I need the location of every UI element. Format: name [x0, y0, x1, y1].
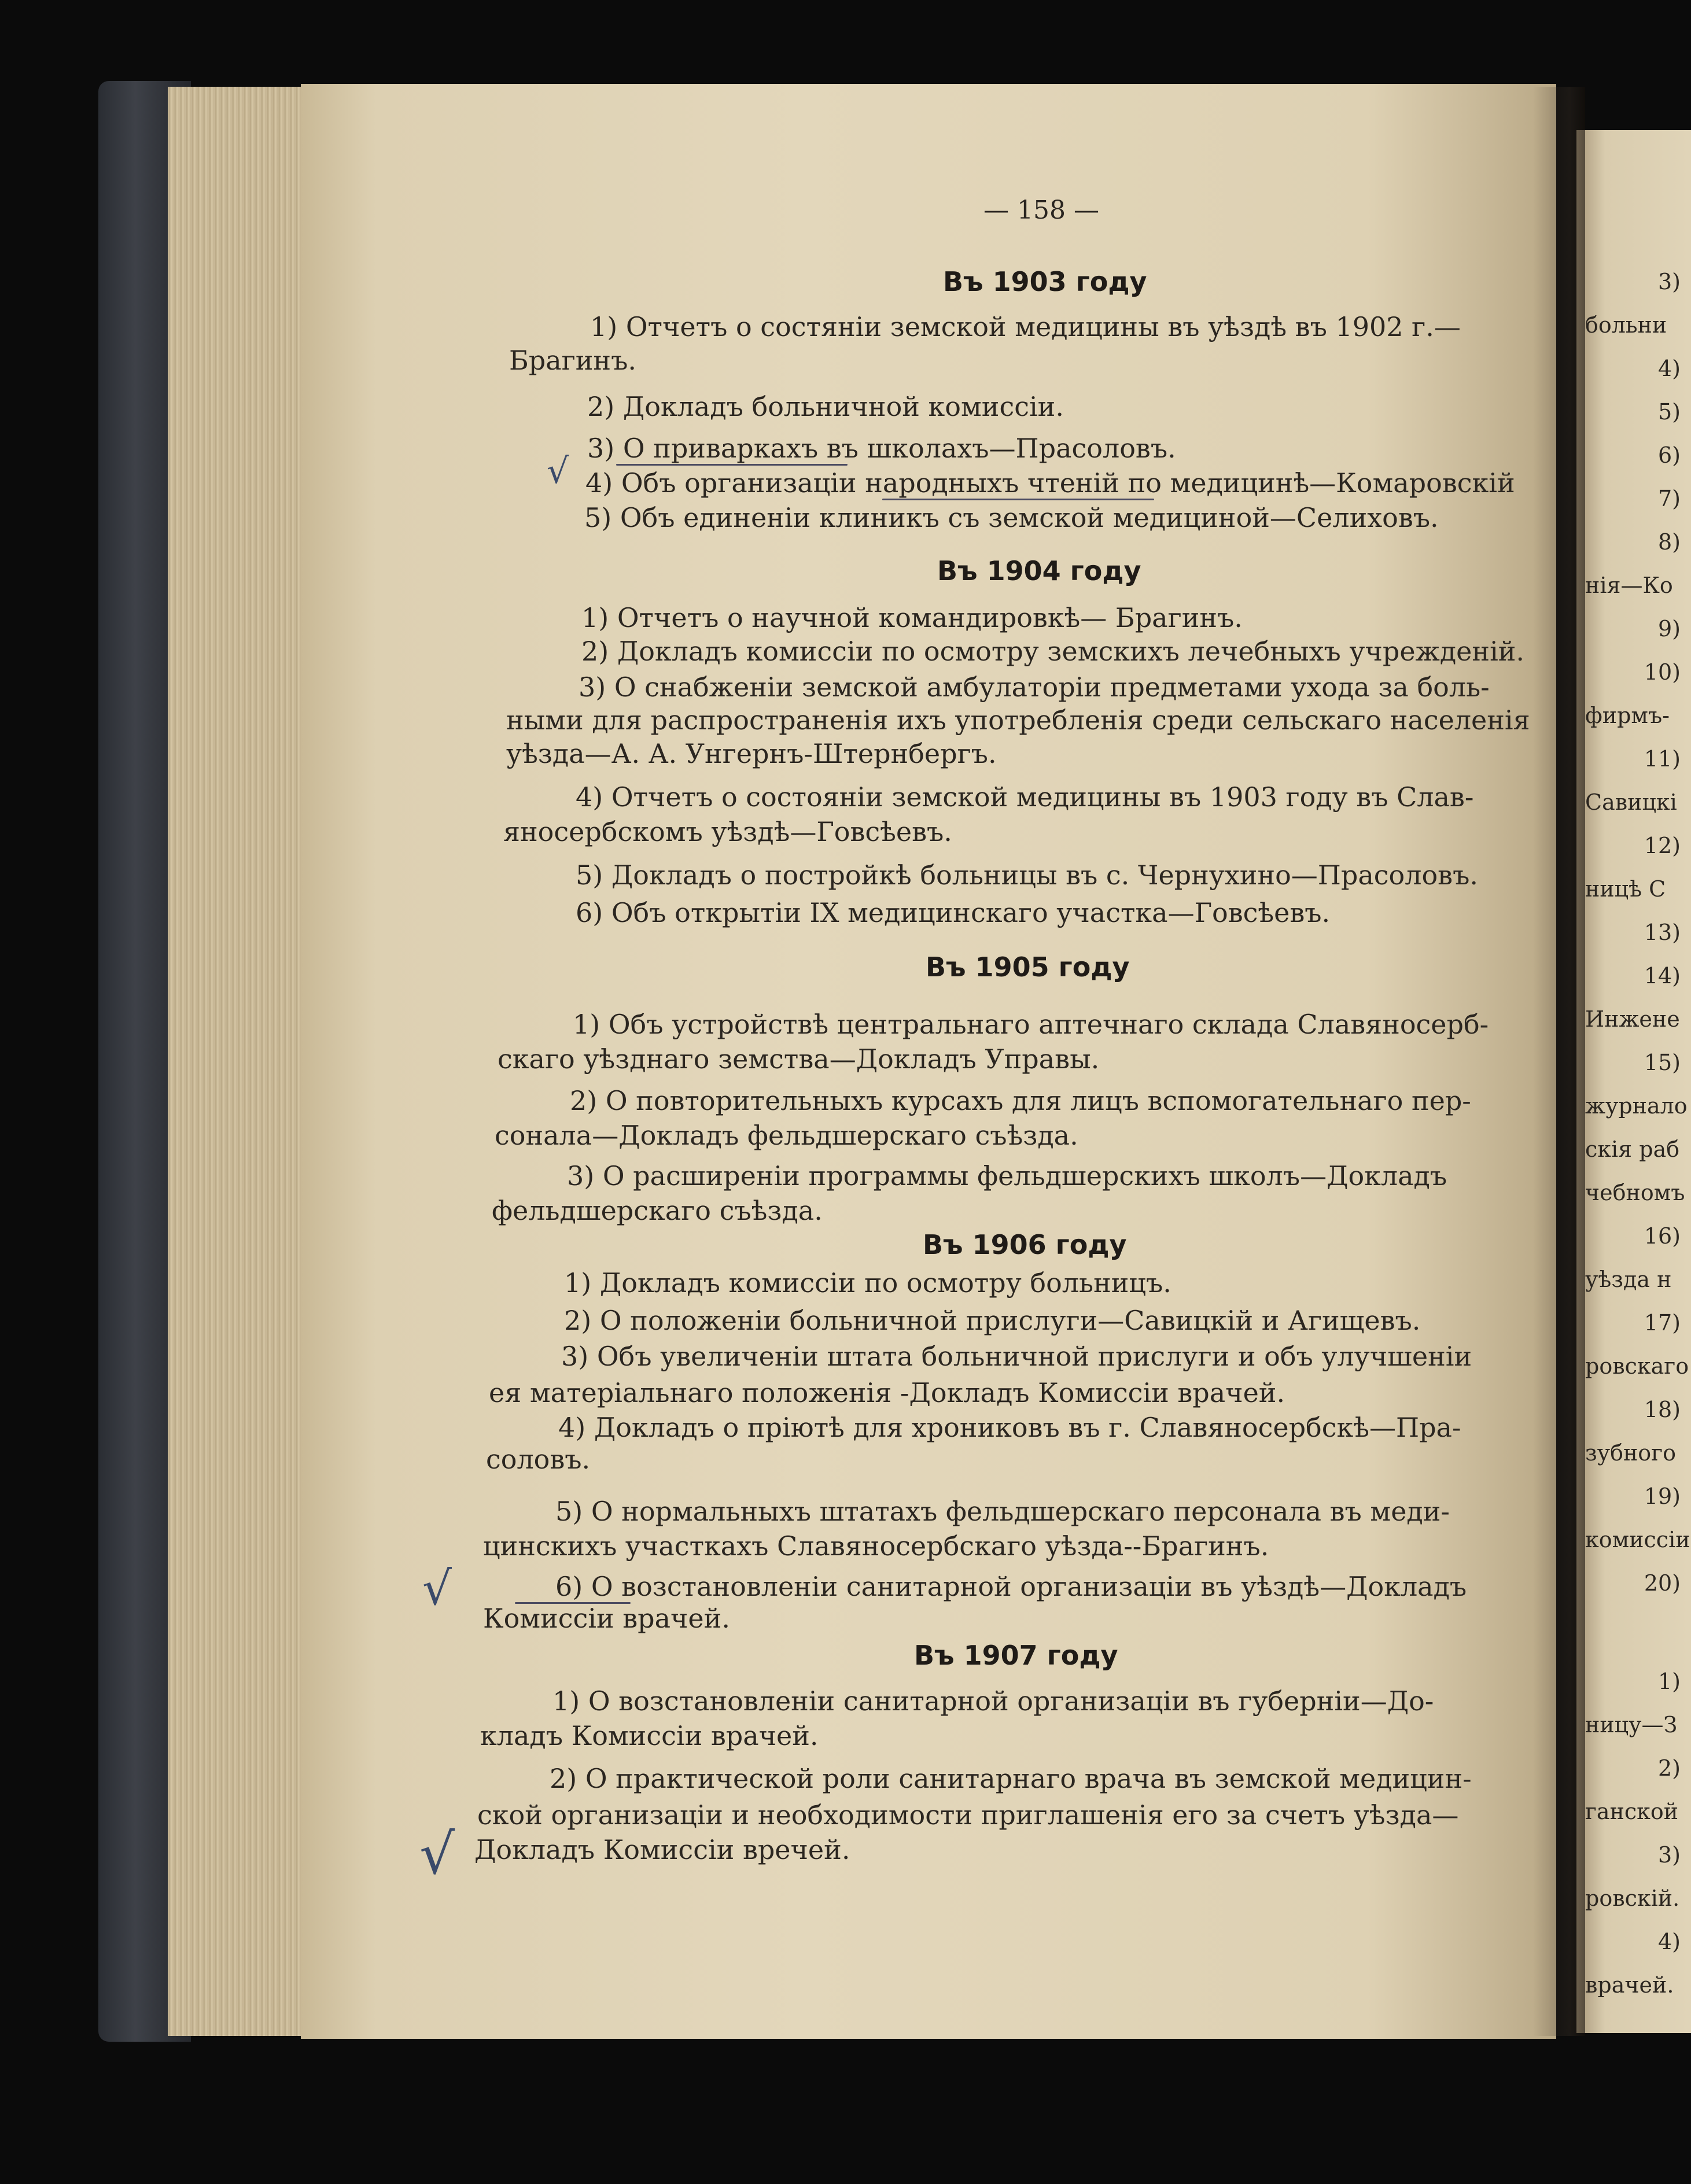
section-heading-1903: Въ 1903 году [943, 266, 1147, 297]
handwritten-underline [616, 464, 848, 466]
text-line: 2) О положеніи больничной прислуги—Савицкій и Агищевъ. [564, 1305, 1421, 1336]
text-line: 2) Докладъ комиссіи по осмотру земскихъ лечебныхъ учрежденій. [581, 636, 1525, 667]
right-line: 13) [1644, 920, 1681, 945]
text-line: 2) О повторительныхъ курсахъ для лицъ вспомогательнаго пер- [570, 1085, 1471, 1116]
text-line: 1) О возстановленіи санитарной организаціи въ губерніи—До- [552, 1685, 1434, 1717]
right-line: 17) [1644, 1310, 1681, 1336]
right-line: 5) [1657, 399, 1681, 425]
text-line: 6) О возстановленіи санитарной организаціи въ уѣздѣ—Докладъ [555, 1571, 1467, 1602]
right-line: ницѣ С [1585, 876, 1666, 902]
text-line: скаго уѣзднаго земства—Докладъ Управы. [498, 1043, 1100, 1075]
right-line: нія—Ко [1585, 573, 1673, 598]
section-heading-1904: Въ 1904 году [937, 555, 1141, 586]
right-line: 3) [1657, 269, 1681, 294]
page-number: — 158 — [983, 195, 1099, 225]
text-line: 1) Отчетъ о научной командировкѣ— Брагинъ. [581, 602, 1243, 633]
text-line: ской организаціи и необходимости приглашенія его за счетъ уѣзда— [477, 1799, 1459, 1831]
right-line: 8) [1657, 529, 1681, 555]
right-line: 9) [1657, 616, 1681, 641]
text-line: 2) Докладъ больничной комиссіи. [587, 391, 1064, 422]
right-line: ницу—З [1585, 1712, 1678, 1737]
text-line: соловъ. [486, 1444, 591, 1475]
text-line: кладъ Комиссіи врачей. [480, 1720, 819, 1751]
text-line: 1) Объ устройствѣ центральнаго аптечнаго склада Славяносерб- [573, 1009, 1489, 1040]
book-gutter-shadow [1533, 87, 1585, 2036]
right-line: 15) [1644, 1050, 1681, 1075]
right-line: фирмъ- [1585, 703, 1670, 728]
right-line: Савицкі [1585, 790, 1677, 815]
text-line: сонала—Докладъ фельдшерскаго съѣзда. [495, 1120, 1078, 1151]
text-line: 6) Объ открытіи IX медицинскаго участка—Говсѣевъ. [576, 897, 1331, 928]
text-line: Брагинъ. [509, 345, 636, 376]
right-page [1576, 130, 1691, 2033]
text-line: уѣзда—А. А. Унгернъ-Штернбергъ. [506, 738, 997, 769]
page-stack-edge [168, 87, 318, 2036]
right-line: 4) [1657, 1929, 1681, 1954]
text-line: 4) Отчетъ о состояніи земской медицины въ 1903 году въ Слав- [576, 781, 1474, 813]
text-line: фельдшерскаго съѣзда. [492, 1195, 823, 1226]
right-line: врачей. [1585, 1972, 1674, 1998]
text-line: 4) Объ организаціи народныхъ чтеній по медицинѣ—Комаровскій [585, 467, 1515, 499]
right-line: 10) [1644, 659, 1681, 685]
right-line: зубного [1585, 1440, 1676, 1466]
handwritten-check-mark: √ [422, 1562, 452, 1615]
right-line: скія раб [1585, 1137, 1680, 1162]
text-line: 3) О приваркахъ въ школахъ—Прасоловъ. [587, 433, 1176, 464]
right-line: 16) [1644, 1223, 1681, 1249]
right-line: Инжене [1585, 1006, 1680, 1032]
right-line: 1) [1657, 1669, 1681, 1694]
right-line: ровскаго [1585, 1353, 1689, 1379]
right-line: 11) [1644, 746, 1681, 772]
text-line: Докладъ Комиссіи вречей. [474, 1834, 850, 1865]
text-line: 1) Отчетъ о состяніи земской медицины въ уѣздѣ въ 1902 г.— [590, 311, 1461, 342]
right-line: 2) [1657, 1755, 1681, 1781]
text-line: яносербскомъ уѣздѣ—Говсѣевъ. [503, 816, 952, 847]
section-heading-1906: Въ 1906 году [923, 1229, 1127, 1260]
right-line: 7) [1657, 486, 1681, 511]
right-line: 19) [1644, 1484, 1681, 1509]
right-line: 14) [1644, 963, 1681, 988]
section-heading-1907: Въ 1907 году [914, 1640, 1118, 1671]
handwritten-check-mark: √ [547, 451, 569, 492]
text-line: 3) О снабженіи земской амбулаторіи предметами ухода за боль- [579, 672, 1490, 703]
right-line: 12) [1644, 833, 1681, 858]
text-line: 5) Докладъ о постройкѣ больницы въ с. Чернухино—Прасоловъ. [576, 859, 1478, 891]
text-line: 2) О практической роли санитарнаго врача въ земской медицин- [550, 1763, 1472, 1794]
right-line: 20) [1644, 1570, 1681, 1596]
text-line: 5) О нормальныхъ штатахъ фельдшерскаго персонала въ меди- [555, 1496, 1450, 1527]
handwritten-underline [515, 1602, 631, 1604]
right-line: уѣзда н [1585, 1267, 1672, 1292]
text-line: ными для распространенія ихъ употребленія среди сельскаго населенія [506, 704, 1530, 736]
text-line: 4) Докладъ о пріютѣ для хрониковъ въ г. Славяносербскѣ—Пра- [558, 1412, 1461, 1443]
right-line: 4) [1657, 356, 1681, 381]
right-line: журнало [1585, 1093, 1688, 1119]
section-heading-1905: Въ 1905 году [926, 951, 1130, 983]
text-line: ея матеріальнаго положенія -Докладъ Комиссіи врачей. [489, 1377, 1285, 1408]
text-line: Комиссіи врачей. [483, 1603, 730, 1634]
right-line: ровскій. [1585, 1886, 1680, 1911]
text-line: цинскихъ участкахъ Славяносербскаго уѣзда--Брагинъ. [483, 1530, 1269, 1562]
right-line: больни [1585, 312, 1667, 338]
text-line: 5) Объ единеніи клиникъ съ земской медициной—Селиховъ. [584, 502, 1439, 533]
right-line: комиссіи [1585, 1527, 1690, 1552]
text-line: 3) Объ увеличеніи штата больничной прислуги и объ улучшеніи [561, 1341, 1472, 1372]
text-line: 3) О расширеніи программы фельдшерскихъ школъ—Докладъ [567, 1160, 1447, 1191]
text-line: 1) Докладъ комиссіи по осмотру больницъ. [564, 1267, 1171, 1298]
handwritten-check-mark: √ [419, 1822, 455, 1887]
handwritten-underline [882, 499, 1154, 500]
right-line: 3) [1657, 1842, 1681, 1868]
right-line: 6) [1657, 442, 1681, 468]
right-line: ганской [1585, 1799, 1679, 1824]
right-line: 18) [1644, 1397, 1681, 1422]
right-line: чебномъ [1585, 1180, 1685, 1205]
